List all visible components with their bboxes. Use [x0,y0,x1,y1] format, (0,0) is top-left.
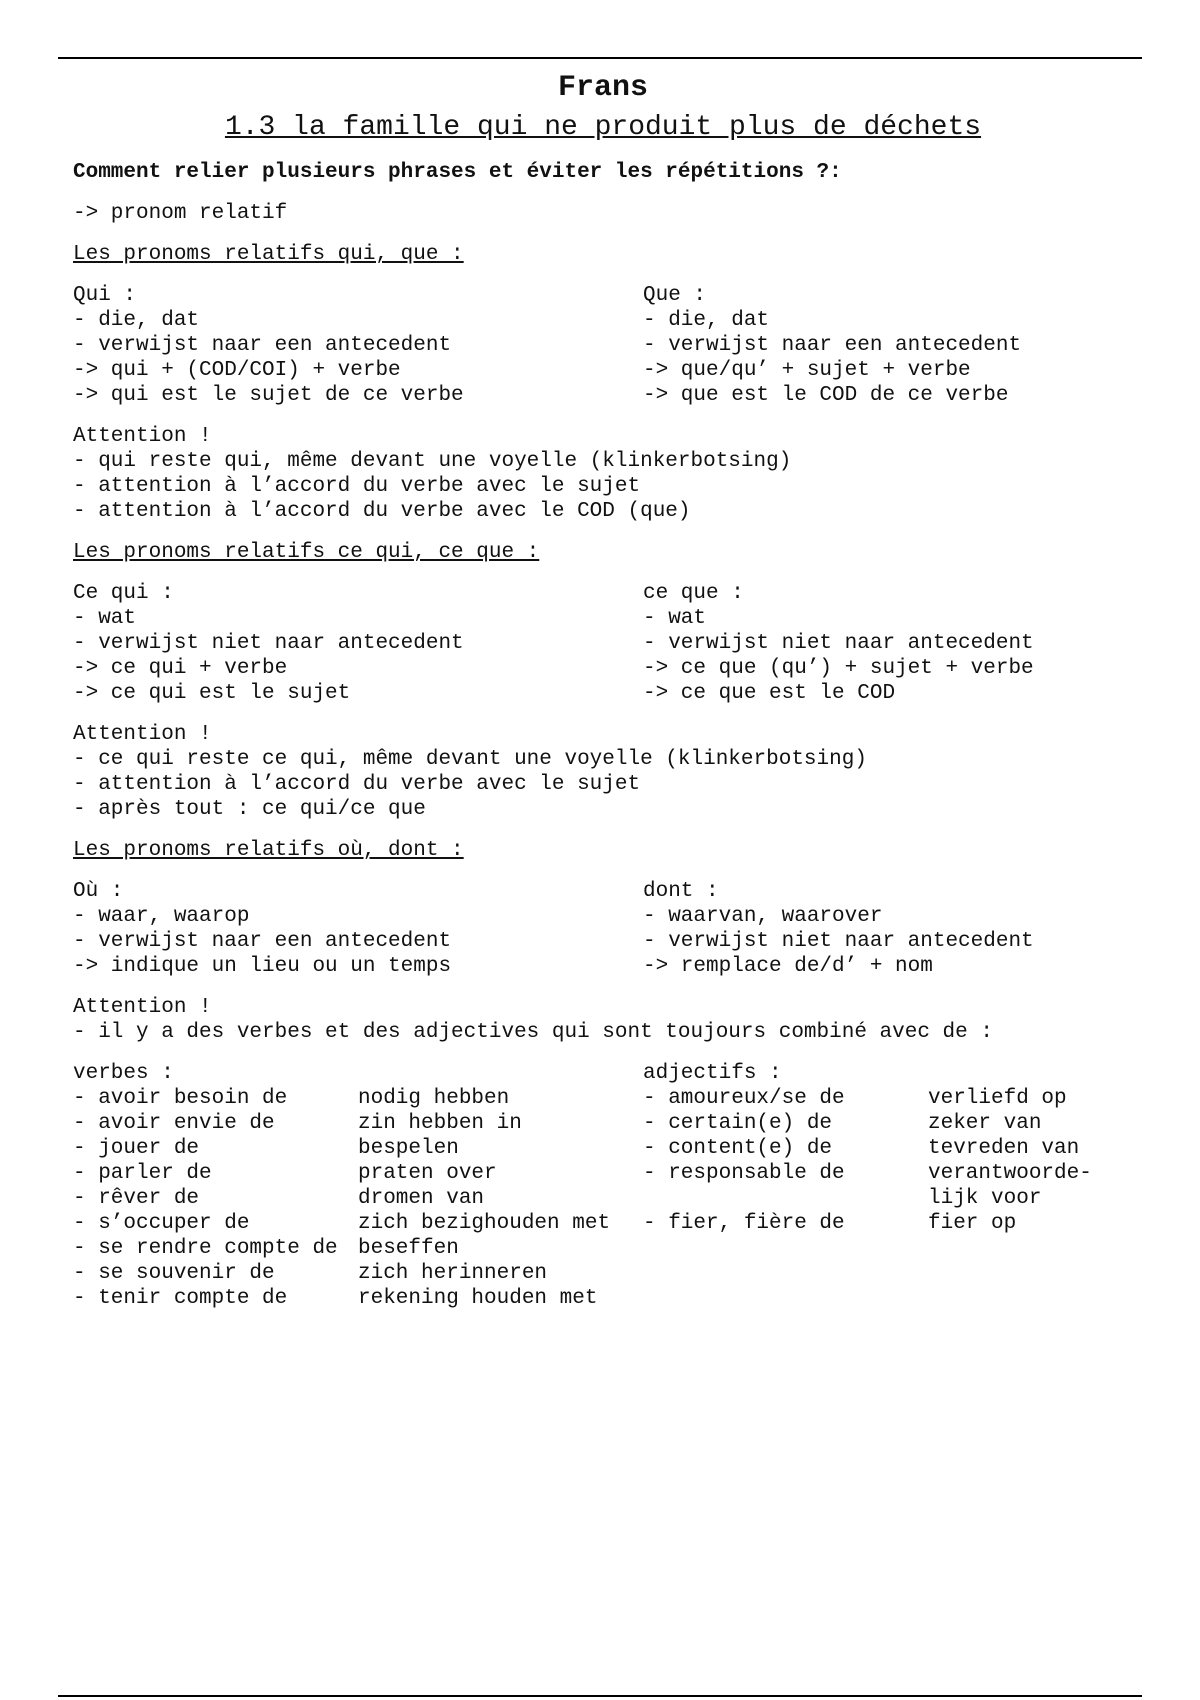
adjectifs-heading: adjectifs : [643,1062,782,1085]
verbes-translation: nodig hebben [358,1087,510,1110]
verbes-translation: beseffen [358,1237,459,1260]
section-column-right [643,879,1133,979]
verbes-term: - se rendre compte de [73,1237,338,1260]
verbes-term: - se souvenir de [73,1262,275,1285]
section-line: -> que/qu’ + sujet + verbe [643,359,971,382]
section-column-left [73,283,643,408]
section-line: - verwijst niet naar antecedent [643,632,1034,655]
verbes-translation: dromen van [358,1187,485,1210]
section-columns [73,283,1133,408]
adjectifs-term: - certain(e) de [643,1112,833,1135]
verbes-translation: rekening houden met [358,1287,598,1310]
section-column-right [643,283,1133,408]
section-line: - wat [643,607,707,630]
section-line: -> remplace de/d’ + nom [643,955,933,978]
verbes-term: - s’occuper de [73,1212,250,1235]
section-line: - verwijst niet naar antecedent [73,632,464,655]
section-line: Que : [643,284,707,307]
attention-line: - attention à l’accord du verbe avec le sujet [73,773,641,796]
adjectifs-translation: verliefd op [928,1087,1067,1110]
section-1 [73,540,1133,838]
verbes-translation: zin hebben in [358,1112,522,1135]
verbes-heading: verbes : [73,1062,174,1085]
attention-line: - ce qui reste ce qui, même devant une voyelle (klinkerbotsing) [73,748,867,771]
section-line: - waar, waarop [73,905,250,928]
section-columns [73,879,1133,979]
section-line: - verwijst naar een antecedent [73,930,452,953]
section-line: Où : [73,880,124,903]
document-subtitle: 1.3 la famille qui ne produit plus de déchets [224,112,982,143]
section-line: -> ce que est le COD [643,682,896,705]
attention-line: Attention ! [73,723,212,746]
section-2 [73,838,1133,1061]
verbes-translation: zich bezighouden met [358,1212,611,1235]
section-line: -> ce qui est le sujet [73,682,351,705]
section-line: Qui : [73,284,137,307]
section-line: -> qui est le sujet de ce verbe [73,384,464,407]
attention-block [73,424,1133,524]
section-heading: Les pronoms relatifs où, dont : [73,839,464,862]
section-line: - verwijst naar een antecedent [73,334,452,357]
attention-line: - qui reste qui, même devant une voyelle (klinkerbotsing) [73,450,792,473]
section-columns [73,581,1133,706]
section-heading: Les pronoms relatifs ce qui, ce que : [73,541,540,564]
adjectifs-term: - amoureux/se de [643,1087,845,1110]
verbes-translation: praten over [358,1162,497,1185]
adjectifs-term: - responsable de [643,1162,845,1185]
attention-block [73,722,1133,822]
adjectifs-translation: verantwoorde- lijk voor [928,1162,1092,1210]
verbes-term: - tenir compte de [73,1287,288,1310]
document-title: Frans [557,71,648,105]
verbes-translation: bespelen [358,1137,459,1160]
bottom-rule [58,1695,1142,1697]
verbes-term: - avoir envie de [73,1112,275,1135]
section-column-right [643,581,1133,706]
attention-block [73,995,1133,1045]
adjectifs-translation: tevreden van [928,1137,1080,1160]
adjectifs-translation: zeker van [928,1112,1042,1135]
section-line: -> qui + (COD/COI) + verbe [73,359,401,382]
section-heading: Les pronoms relatifs qui, que : [73,243,464,266]
section-line: - die, dat [643,309,770,332]
document-body [73,68,1133,1311]
section-line: -> que est le COD de ce verbe [643,384,1009,407]
section-column-left [73,581,643,706]
adjectifs-translation: fier op [928,1212,1017,1235]
section-line: dont : [643,880,719,903]
section-column-left [73,879,643,979]
top-rule [58,57,1142,59]
section-line: ce que : [643,582,744,605]
section-line: -> ce qui + verbe [73,657,288,680]
sections [73,242,1133,1061]
section-0 [73,242,1133,540]
adjectifs-term: - fier, fière de [643,1212,845,1235]
section-line: - verwijst niet naar antecedent [643,930,1034,953]
verbes-list [73,1086,643,1311]
section-line: -> indique un lieu ou un temps [73,955,452,978]
verbes-translation: zich herinneren [358,1262,548,1285]
section-line: - die, dat [73,309,200,332]
verbes-term: - avoir besoin de [73,1087,288,1110]
answer: -> pronom relatif [73,202,288,225]
section-line: - verwijst naar een antecedent [643,334,1022,357]
vocab-columns [73,1061,1133,1311]
question: Comment relier plusieurs phrases et éviter les répétitions ?: [73,161,842,184]
attention-line: - il y a des verbes et des adjectives qui sont toujours combiné avec de : [73,1021,993,1044]
attention-line: - attention à l’accord du verbe avec le COD (que) [73,500,691,523]
adjectifs-term: - content(e) de [643,1137,833,1160]
verbes-term: - rêver de [73,1187,200,1210]
section-line: Ce qui : [73,582,174,605]
attention-line: Attention ! [73,996,212,1019]
section-line: - wat [73,607,137,630]
attention-line: Attention ! [73,425,212,448]
attention-line: - après tout : ce qui/ce que [73,798,426,821]
adjectifs-list [643,1086,1133,1236]
verbes-term: - jouer de [73,1137,200,1160]
section-line: -> ce que (qu’) + sujet + verbe [643,657,1034,680]
section-line: - waarvan, waarover [643,905,883,928]
attention-line: - attention à l’accord du verbe avec le sujet [73,475,641,498]
verbes-term: - parler de [73,1162,212,1185]
